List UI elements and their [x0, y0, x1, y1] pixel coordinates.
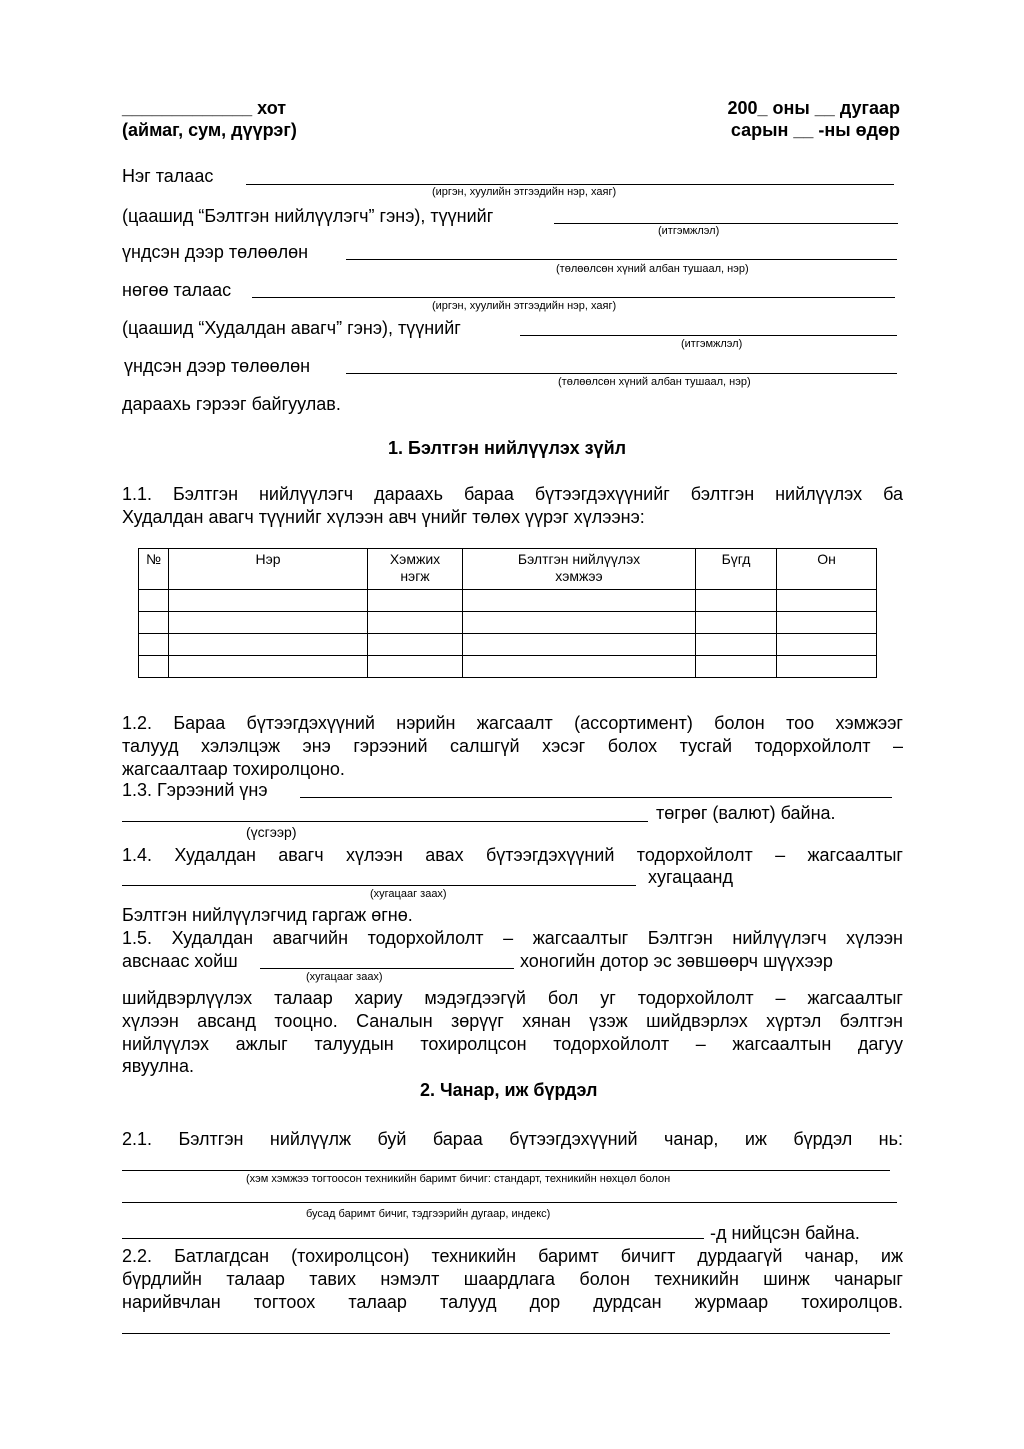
- col-total: Бүгд: [696, 549, 777, 590]
- maker-proxy-hint: (итгэмжлэл): [658, 225, 720, 237]
- buyer-called: (цаашид “Худалдан авагч” гэнэ), түүнийг: [122, 318, 461, 338]
- p1-5-received: авснаас хойш: [122, 951, 238, 971]
- p2-1-hint-1: (хэм хэмжээ тогтоосон техникийн баримт бичиг: стандарт, техникийн нөхцөл болон: [246, 1173, 671, 1185]
- price-blank-1[interactable]: [300, 797, 892, 798]
- col-no: №: [139, 549, 169, 590]
- table-row[interactable]: [139, 656, 877, 678]
- p1-2-line-1: 1.2. Бараа бүтээгдэхүүний нэрийн жагсаалт (ассортимент) болон тоо хэмжээг: [122, 713, 903, 733]
- p1-4-term-blank[interactable]: [122, 885, 636, 886]
- p1-5-days-blank[interactable]: [260, 968, 514, 969]
- p2-2-line-1: 2.2. Батлагдсан (тохиролцсон) техникийн баримт бичигт дурдаагүй чанар, иж: [122, 1246, 903, 1266]
- table-row[interactable]: [139, 634, 877, 656]
- col-qty-line-1: Бэлтгэн нийлүүлэх: [517, 551, 641, 567]
- city-sub: (аймаг, сум, дүүрэг): [122, 120, 297, 140]
- p1-3-hint: (үсгээр): [246, 824, 297, 840]
- maker-rep: үндсэн дээр төлөөлөн: [122, 242, 309, 262]
- buyer-proxy-hint: (итгэмжлэл): [681, 338, 743, 350]
- p2-1-hint-2: бусад баримт бичиг, тэдгээрийн дугаар, индекс): [306, 1208, 551, 1220]
- p1-1-line-1: 1.1. Бэлтгэн нийлүүлэгч дараахь бараа бүтээгдэхүүнийг бэлтгэн нийлүүлэх ба: [122, 484, 903, 504]
- maker-rep-hint: (төлөөлсөн хүний албан тушаал, нэр): [556, 263, 749, 275]
- p1-2-line-3: жагсаалтаар тохиролцоно.: [122, 759, 345, 779]
- other-side-blank[interactable]: [252, 297, 895, 298]
- p1-4-line-3: Бэлтгэн нийлүүлэгчид гаргаж өгнө.: [122, 905, 413, 925]
- p2-2-line-2: бүрдлийн талаар тавих нэмэлт шаардлага болон техникийн шинж чанарыг: [122, 1269, 903, 1289]
- p1-2-line-2: талууд хэлэлцэж энэ гэрээний салшгүй хэсэг болох тусгай тодорхойлолт –: [122, 736, 903, 756]
- price-blank-2[interactable]: [122, 821, 648, 822]
- p1-5-hint: (хугацааг заах): [306, 971, 383, 983]
- col-unit-line-2: нэгж: [400, 568, 430, 584]
- p1-5-line-1: 1.5. Худалдан авагчийн тодорхойлолт – жагсаалтыг Бэлтгэн нийлүүлэгч хүлээн: [122, 928, 903, 948]
- p2-1-line-1: 2.1. Бэлтгэн нийлүүлж буй бараа бүтээгдэхүүний чанар, иж бүрдэл нь:: [122, 1129, 903, 1149]
- concluded-line: дараахь гэрээг байгуулав.: [122, 394, 341, 414]
- col-unit: [368, 549, 463, 590]
- col-name: Нэр: [169, 549, 368, 590]
- one-side-hint: (иргэн, хуулийн этгээдийн нэр, хаяг): [432, 186, 617, 198]
- city-blank: _____________: [122, 98, 253, 118]
- table-row[interactable]: [139, 612, 877, 634]
- one-side-label: Нэг талаас: [122, 166, 214, 186]
- section-1-title: 1. Бэлтгэн нийлүүлэх зүйл: [388, 438, 627, 458]
- other-side-label: нөгөө талаас: [122, 280, 232, 300]
- p1-5-line-5: нийлүүлэх ажлыг талуудын тохиролцсон тодорхойлолт – жагсаалтын дагуу: [122, 1034, 903, 1054]
- other-side-hint: (иргэн, хуулийн этгээдийн нэр, хаяг): [432, 300, 617, 312]
- p1-5-days: хоногийн дотор эс зөвшөөрч шүүхээр: [520, 951, 833, 971]
- maker-proxy-blank[interactable]: [554, 223, 898, 224]
- table-row[interactable]: [139, 590, 877, 612]
- one-side-blank[interactable]: [246, 184, 894, 185]
- p2-2-blank[interactable]: [122, 1333, 890, 1334]
- p1-5-line-6: явуулна.: [122, 1056, 194, 1076]
- city-line: [122, 97, 286, 119]
- buyer-proxy-blank[interactable]: [520, 335, 897, 336]
- p2-2-line-3: нарийвчлан тогтоох талаар талууд дор дурдсан журмаар тохиролцов.: [122, 1292, 903, 1312]
- buyer-rep-blank[interactable]: [346, 373, 897, 374]
- p1-3-label: 1.3. Гэрээний үнэ: [122, 780, 268, 800]
- buyer-rep: үндсэн дээр төлөөлөн: [124, 356, 311, 376]
- date-line-2: сарын __ -ны өдөр: [730, 120, 900, 140]
- buyer-rep-hint: (төлөөлсөн хүний албан тушаал, нэр): [558, 376, 751, 388]
- p1-3-currency: төгрөг (валют) байна.: [656, 803, 836, 823]
- section-2-title: 2. Чанар, иж бүрдэл: [420, 1080, 598, 1100]
- p1-5-line-3: шийдвэрлүүлэх талаар хариу мэдэгдээгүй бол уг тодорхойлолт – жагсаалтыг: [122, 988, 903, 1008]
- p2-1-blank-2[interactable]: [122, 1202, 897, 1203]
- p1-4-term: хугацаанд: [648, 867, 733, 887]
- p1-5-line-4: хүлээн авсанд тооцно. Саналын зөрүүг хянан үзэж шийдвэрлэх хүртэл бэлтгэн: [122, 1011, 903, 1031]
- maker-rep-blank[interactable]: [346, 259, 897, 260]
- p2-1-end: -д нийцсэн байна.: [710, 1223, 860, 1243]
- p2-1-blank-1[interactable]: [122, 1170, 890, 1171]
- date-line-1: 200_ оны __ дугаар: [727, 98, 900, 118]
- col-year: Он: [777, 549, 877, 590]
- p1-1-line-2: Худалдан авагч түүнийг хүлээн авч үнийг төлөх үүрэг хүлээнэ:: [122, 507, 645, 527]
- maker-called: (цаашид “Бэлтгэн нийлүүлэгч” гэнэ), түүнийг: [122, 206, 494, 226]
- col-qty-line-2: хэмжээ: [555, 568, 603, 584]
- goods-table-header: [139, 549, 877, 590]
- p1-4-hint: (хугацааг заах): [370, 888, 447, 900]
- col-unit-line-1: Хэмжих: [389, 551, 441, 567]
- p2-1-blank-3[interactable]: [122, 1238, 704, 1239]
- city-label: хот: [257, 98, 287, 118]
- goods-table: [138, 548, 877, 678]
- p1-4-line-1: 1.4. Худалдан авагч хүлээн авах бүтээгдэхүүний тодорхойлолт – жагсаалтыг: [122, 845, 903, 865]
- col-qty: [463, 549, 696, 590]
